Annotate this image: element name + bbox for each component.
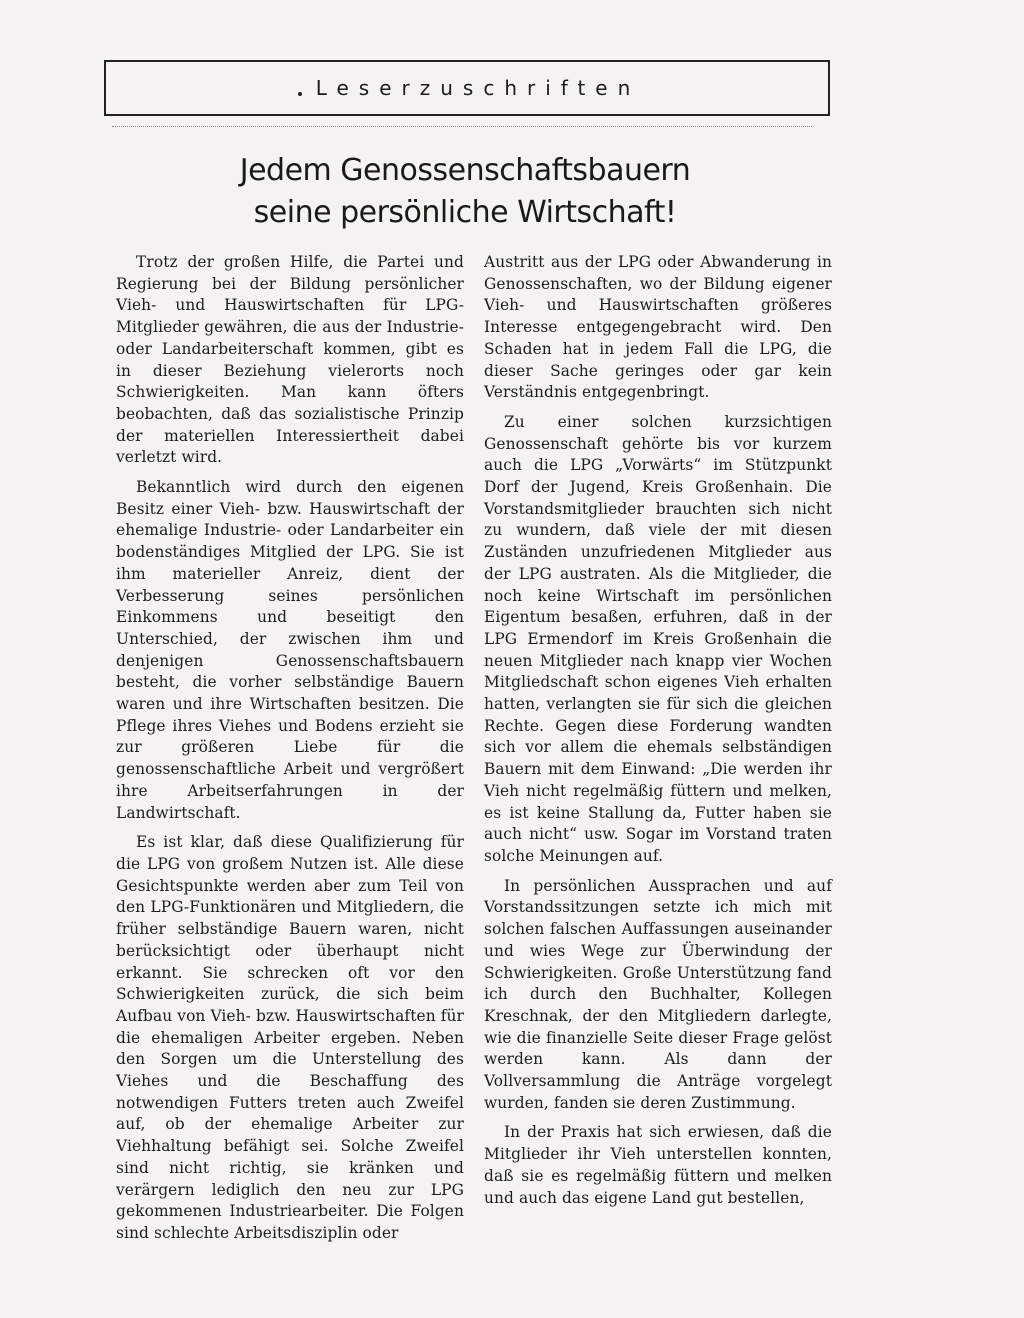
article-column-left	[116, 252, 464, 1253]
header-dot	[298, 92, 302, 96]
paragraph: In der Praxis hat sich erwiesen, daß die Mitglieder ihr Vieh unterstellen konnten, daß sie es regelmäßig füttern und melken und auch das eigene Land gut bestellen,	[484, 1123, 832, 1207]
header-rule	[112, 126, 812, 127]
article-title-line-1: Jedem Genossenschaftsbauern	[239, 153, 691, 188]
paragraph: Trotz der großen Hilfe, die Partei und Regierung bei der Bildung persönlicher Vieh- und Hauswirtschaften für LPG-Mitglieder gewähren, die aus der Industrie- oder Landarbeiterschaft kommen, gibt es in dieser Beziehung vielerorts noch Schwierigkeiten. Man kann öfters beobachten, daß das sozialistische Prinzip der materiellen Interessiertheit dabei verletzt wird.	[116, 253, 464, 467]
paragraph: Es ist klar, daß diese Qualifizierung für die LPG von großem Nutzen ist. Alle diese Gesichtspunkte werden aber zum Teil von den LPG-Funktionären und Mitgliedern, die früher selbständige Bauern waren, nicht berücksichtigt oder überhaupt nicht erkannt. Sie schrecken oft vor den Schwierigkeiten zurück, die sich beim Aufbau von Vieh- bzw. Hauswirtschaften für die ehemaligen Arbeiter ergeben. Neben den Sorgen um die Unterstellung des Viehes und die Beschaffung des notwendigen Futters treten auch Zweifel auf, ob der ehemalige Arbeiter zur Viehhaltung befähigt sei. Solche Zweifel sind nicht richtig, sie kränken und verärgern lediglich den neu zur LPG gekommenen Industriearbeiter. Die Folgen sind schlechte Arbeitsdisziplin oder	[116, 833, 464, 1242]
article-title-line-2: seine persönliche Wirtschaft!	[253, 195, 677, 230]
article-column-right	[484, 252, 832, 1217]
paragraph: In persönlichen Aussprachen und auf Vorstandssitzungen setzte ich mich mit solchen falschen Auffassungen auseinander und wies Wege zur Überwindung der Schwierigkeiten. Große Unterstützung fand ich durch den Buchhalter, Kollegen Kreschnak, der den Mitgliedern darlegte, wie die finanzielle Seite dieser Frage gelöst werden kann. Als dann der Vollversammlung die Anträge vorgelegt wurden, fanden sie deren Zustimmung.	[484, 876, 832, 1112]
paragraph: Bekanntlich wird durch den eigenen Besitz einer Vieh- bzw. Hauswirtschaft der ehemalige Industrie- oder Landarbeiter ein bodenständiges Mitglied der LPG. Sie ist ihm materieller Anreiz, dient der Verbesserung seines persönlichen Einkommens und beseitigt den Unterschied, der zwischen ihm und denjenigen Genossenschaftsbauern besteht, die vorher selbständige Bauern waren und ihre Wirtschaften besitzen. Die Pflege ihres Viehes und Bodens erzieht sie zur größeren Liebe für die genossenschaftliche Arbeit und vergrößert ihre Arbeitserfahrungen in der Landwirtschaft.	[116, 478, 464, 822]
paragraph: Zu einer solchen kurzsichtigen Genossenschaft gehörte bis vor kurzem auch die LPG „Vorwärts“ im Stützpunkt Dorf der Jugend, Kreis Großenhain. Die Vorstandsmitglieder brauchten sich nicht zu wundern, daß viele der mit diesen Zuständen unzufriedenen Mitglieder aus der LPG austraten. Als die Mitglieder, die noch keine Wirtschaft im persönlichen Eigentum besaßen, erfuhren, daß in der LPG Ermendorf im Kreis Großenhain die neuen Mitglieder nach knapp vier Wochen Mitgliedschaft schon eigenes Vieh erhalten hatten, verlangten sie für sich die gleichen Rechte. Gegen diese Forderung wandten sich vor allem die ehemals selbständigen Bauern mit dem Einwand: „Die werden ihr Vieh nicht regelmäßig füttern und melken, es ist keine Stallung da, Futter haben sie auch nicht“ usw. Sogar im Vorstand traten solche Meinungen auf.	[484, 412, 832, 865]
article-title	[150, 150, 780, 234]
paragraph: Austritt aus der LPG oder Abwanderung in Genossenschaften, wo der Bildung eigener Vieh- und Hauswirtschaften größeres Interesse entgegengebracht wird. Den Schaden hat in jedem Fall die LPG, die dieser Sache geringes oder gar kein Verständnis entgegenbringt.	[484, 253, 832, 402]
section-header-box	[104, 60, 830, 116]
section-label: Leserzuschriften	[315, 76, 641, 100]
